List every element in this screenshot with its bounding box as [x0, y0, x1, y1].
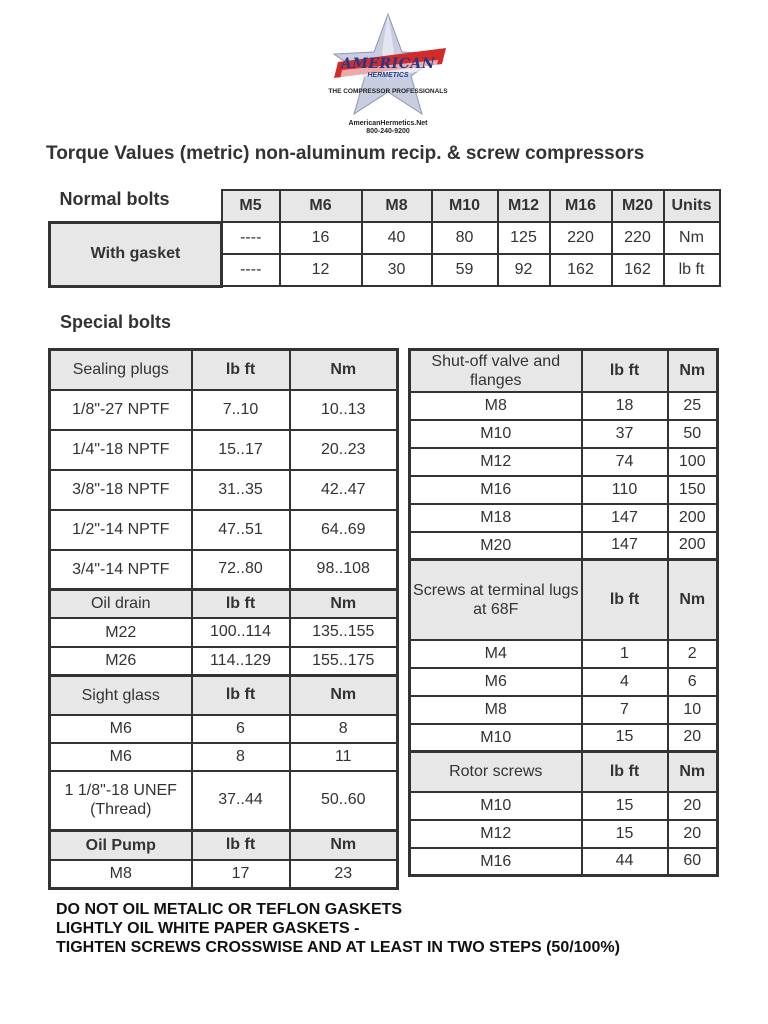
size-cell: M4 — [410, 640, 582, 668]
notes — [56, 900, 620, 957]
col-header: Nm — [668, 350, 718, 392]
size-cell: M16 — [410, 848, 582, 876]
table-section — [410, 560, 718, 752]
value-cell: 6 — [668, 668, 718, 696]
page-title: Torque Values (metric) non-aluminum recip. & screw compressors — [46, 143, 645, 164]
size-cell: M16 — [410, 476, 582, 504]
size-cell: M6 — [50, 743, 192, 771]
table-row — [50, 743, 398, 771]
section-header-row — [50, 590, 398, 618]
col-header: M16 — [550, 190, 612, 222]
table-row — [410, 848, 718, 876]
table-row — [410, 820, 718, 848]
value-cell: 147 — [582, 504, 668, 532]
table-cell: 40 — [362, 222, 432, 254]
value-cell: 10 — [668, 696, 718, 724]
table-section — [50, 676, 398, 831]
table-row — [50, 510, 398, 550]
value-cell: 7 — [582, 696, 668, 724]
section-header-row — [410, 560, 718, 640]
col-header: lb ft — [192, 831, 290, 860]
table-row — [410, 792, 718, 820]
logo-brand: AMERICAN — [340, 56, 435, 72]
value-cell: 37..44 — [192, 771, 290, 831]
value-cell: 25 — [668, 392, 718, 420]
table-row — [50, 647, 398, 676]
table-cell: Nm — [664, 222, 720, 254]
col-header: lb ft — [582, 560, 668, 640]
value-cell: 135..155 — [290, 618, 398, 647]
table-row — [410, 696, 718, 724]
size-cell: M6 — [50, 715, 192, 743]
table-cell: 59 — [432, 254, 498, 286]
special-bolts-heading: Special bolts — [60, 312, 172, 332]
note-line: LIGHTLY OIL WHITE PAPER GASKETS - — [56, 920, 360, 937]
value-cell: 60 — [668, 848, 718, 876]
size-cell: 1/2"-14 NPTF — [50, 510, 192, 550]
section-title: Oil Pump — [50, 831, 192, 860]
size-cell: M12 — [410, 448, 582, 476]
table-row — [410, 392, 718, 420]
table-row — [410, 640, 718, 668]
size-cell: 1/4"-18 NPTF — [50, 430, 192, 470]
note-line: TIGHTEN SCREWS CROSSWISE AND AT LEAST IN TWO STEPS (50/100%) — [56, 939, 620, 956]
table-section — [50, 831, 398, 889]
value-cell: 20 — [668, 724, 718, 752]
normal-bolts-heading: Normal bolts — [59, 189, 170, 209]
value-cell: 20..23 — [290, 430, 398, 470]
col-header: Nm — [290, 590, 398, 618]
section-header-row — [410, 350, 718, 392]
value-cell: 2 — [668, 640, 718, 668]
value-cell: 15 — [582, 792, 668, 820]
special-left-table — [48, 348, 399, 890]
value-cell: 150 — [668, 476, 718, 504]
value-cell: 64..69 — [290, 510, 398, 550]
value-cell: 18 — [582, 392, 668, 420]
value-cell: 7..10 — [192, 390, 290, 430]
col-header: Nm — [290, 676, 398, 715]
col-header: M10 — [432, 190, 498, 222]
table-cell: 220 — [550, 222, 612, 254]
value-cell: 23 — [290, 860, 398, 889]
size-cell: M26 — [50, 647, 192, 676]
table-row — [50, 470, 398, 510]
size-cell: 1/8"-27 NPTF — [50, 390, 192, 430]
size-cell: M18 — [410, 504, 582, 532]
normal-header-row — [50, 190, 720, 222]
value-cell: 155..175 — [290, 647, 398, 676]
table-cell: 16 — [280, 222, 362, 254]
logo-website: AmericanHermetics.Net — [348, 120, 428, 127]
col-header: lb ft — [192, 590, 290, 618]
col-header: Nm — [668, 560, 718, 640]
value-cell: 37 — [582, 420, 668, 448]
table-row — [410, 724, 718, 752]
table-section — [50, 590, 398, 676]
table-cell: 220 — [612, 222, 664, 254]
table-row — [410, 532, 718, 560]
value-cell: 11 — [290, 743, 398, 771]
value-cell: 200 — [668, 504, 718, 532]
value-cell: 20 — [668, 820, 718, 848]
table-cell: 92 — [498, 254, 550, 286]
value-cell: 10..13 — [290, 390, 398, 430]
normal-heading-cell — [50, 190, 222, 222]
value-cell: 15 — [582, 724, 668, 752]
size-cell: M10 — [410, 792, 582, 820]
col-header: M8 — [362, 190, 432, 222]
section-title: Sight glass — [50, 676, 192, 715]
table-cell: 162 — [550, 254, 612, 286]
value-cell: 200 — [668, 532, 718, 560]
col-header: lb ft — [192, 676, 290, 715]
logo-phone: 800-240-9200 — [366, 128, 410, 135]
value-cell: 31..35 — [192, 470, 290, 510]
table-row — [410, 504, 718, 532]
table-row — [410, 420, 718, 448]
table-row — [50, 390, 398, 430]
table-row — [50, 715, 398, 743]
size-cell: 1 1/8"-18 UNEF (Thread) — [50, 771, 192, 831]
value-cell: 147 — [582, 532, 668, 560]
col-header: lb ft — [582, 752, 668, 792]
value-cell: 98..108 — [290, 550, 398, 590]
table-cell: 12 — [280, 254, 362, 286]
col-header: M6 — [280, 190, 362, 222]
table-row — [50, 550, 398, 590]
logo-brand-sub: HERMETICS — [367, 72, 409, 79]
value-cell: 42..47 — [290, 470, 398, 510]
size-cell: M8 — [50, 860, 192, 889]
section-title: Sealing plugs — [50, 350, 192, 390]
value-cell: 20 — [668, 792, 718, 820]
normal-bolts-table — [48, 189, 721, 288]
size-cell: M8 — [410, 696, 582, 724]
with-gasket-label: With gasket — [50, 222, 222, 286]
value-cell: 8 — [192, 743, 290, 771]
table-row — [410, 668, 718, 696]
table-row — [410, 448, 718, 476]
table-row — [50, 618, 398, 647]
size-cell: M10 — [410, 420, 582, 448]
col-header: Units — [664, 190, 720, 222]
value-cell: 72..80 — [192, 550, 290, 590]
section-title: Rotor screws — [410, 752, 582, 792]
size-cell: M6 — [410, 668, 582, 696]
size-cell: 3/4"-14 NPTF — [50, 550, 192, 590]
col-header: M5 — [222, 190, 280, 222]
value-cell: 74 — [582, 448, 668, 476]
size-cell: 3/8"-18 NPTF — [50, 470, 192, 510]
table-row — [50, 430, 398, 470]
value-cell: 50..60 — [290, 771, 398, 831]
value-cell: 100..114 — [192, 618, 290, 647]
col-header: lb ft — [192, 350, 290, 390]
section-title: Shut-off valve and flanges — [410, 350, 582, 392]
table-cell: ---- — [222, 254, 280, 286]
value-cell: 100 — [668, 448, 718, 476]
value-cell: 50 — [668, 420, 718, 448]
table-cell: 80 — [432, 222, 498, 254]
table-cell: 162 — [612, 254, 664, 286]
value-cell: 15 — [582, 820, 668, 848]
value-cell: 114..129 — [192, 647, 290, 676]
section-header-row — [50, 350, 398, 390]
value-cell: 110 — [582, 476, 668, 504]
section-header-row — [410, 752, 718, 792]
table-row — [50, 771, 398, 831]
size-cell: M22 — [50, 618, 192, 647]
value-cell: 15..17 — [192, 430, 290, 470]
size-cell: M20 — [410, 532, 582, 560]
section-header-row — [50, 831, 398, 860]
logo-tagline: THE COMPRESSOR PROFESSIONALS — [328, 88, 448, 95]
table-row — [50, 860, 398, 889]
value-cell: 1 — [582, 640, 668, 668]
value-cell: 8 — [290, 715, 398, 743]
col-header: M20 — [612, 190, 664, 222]
section-header-row — [50, 676, 398, 715]
value-cell: 47..51 — [192, 510, 290, 550]
note-line: DO NOT OIL METALIC OR TEFLON GASKETS — [56, 901, 403, 918]
table-section — [410, 350, 718, 560]
table-cell: 125 — [498, 222, 550, 254]
col-header: Nm — [290, 831, 398, 860]
value-cell: 4 — [582, 668, 668, 696]
size-cell: M8 — [410, 392, 582, 420]
table-cell: ---- — [222, 222, 280, 254]
col-header: lb ft — [582, 350, 668, 392]
table-cell: lb ft — [664, 254, 720, 286]
value-cell: 44 — [582, 848, 668, 876]
col-header: M12 — [498, 190, 550, 222]
col-header: Nm — [668, 752, 718, 792]
table-row — [50, 222, 720, 254]
value-cell: 6 — [192, 715, 290, 743]
table-row — [410, 476, 718, 504]
table-section — [50, 350, 398, 590]
col-header: Nm — [290, 350, 398, 390]
table-section — [410, 752, 718, 876]
section-title: Oil drain — [50, 590, 192, 618]
special-right-table — [408, 348, 719, 877]
value-cell: 17 — [192, 860, 290, 889]
section-title: Screws at terminal lugs at 68F — [410, 560, 582, 640]
size-cell: M12 — [410, 820, 582, 848]
company-logo — [318, 12, 458, 135]
table-cell: 30 — [362, 254, 432, 286]
size-cell: M10 — [410, 724, 582, 752]
